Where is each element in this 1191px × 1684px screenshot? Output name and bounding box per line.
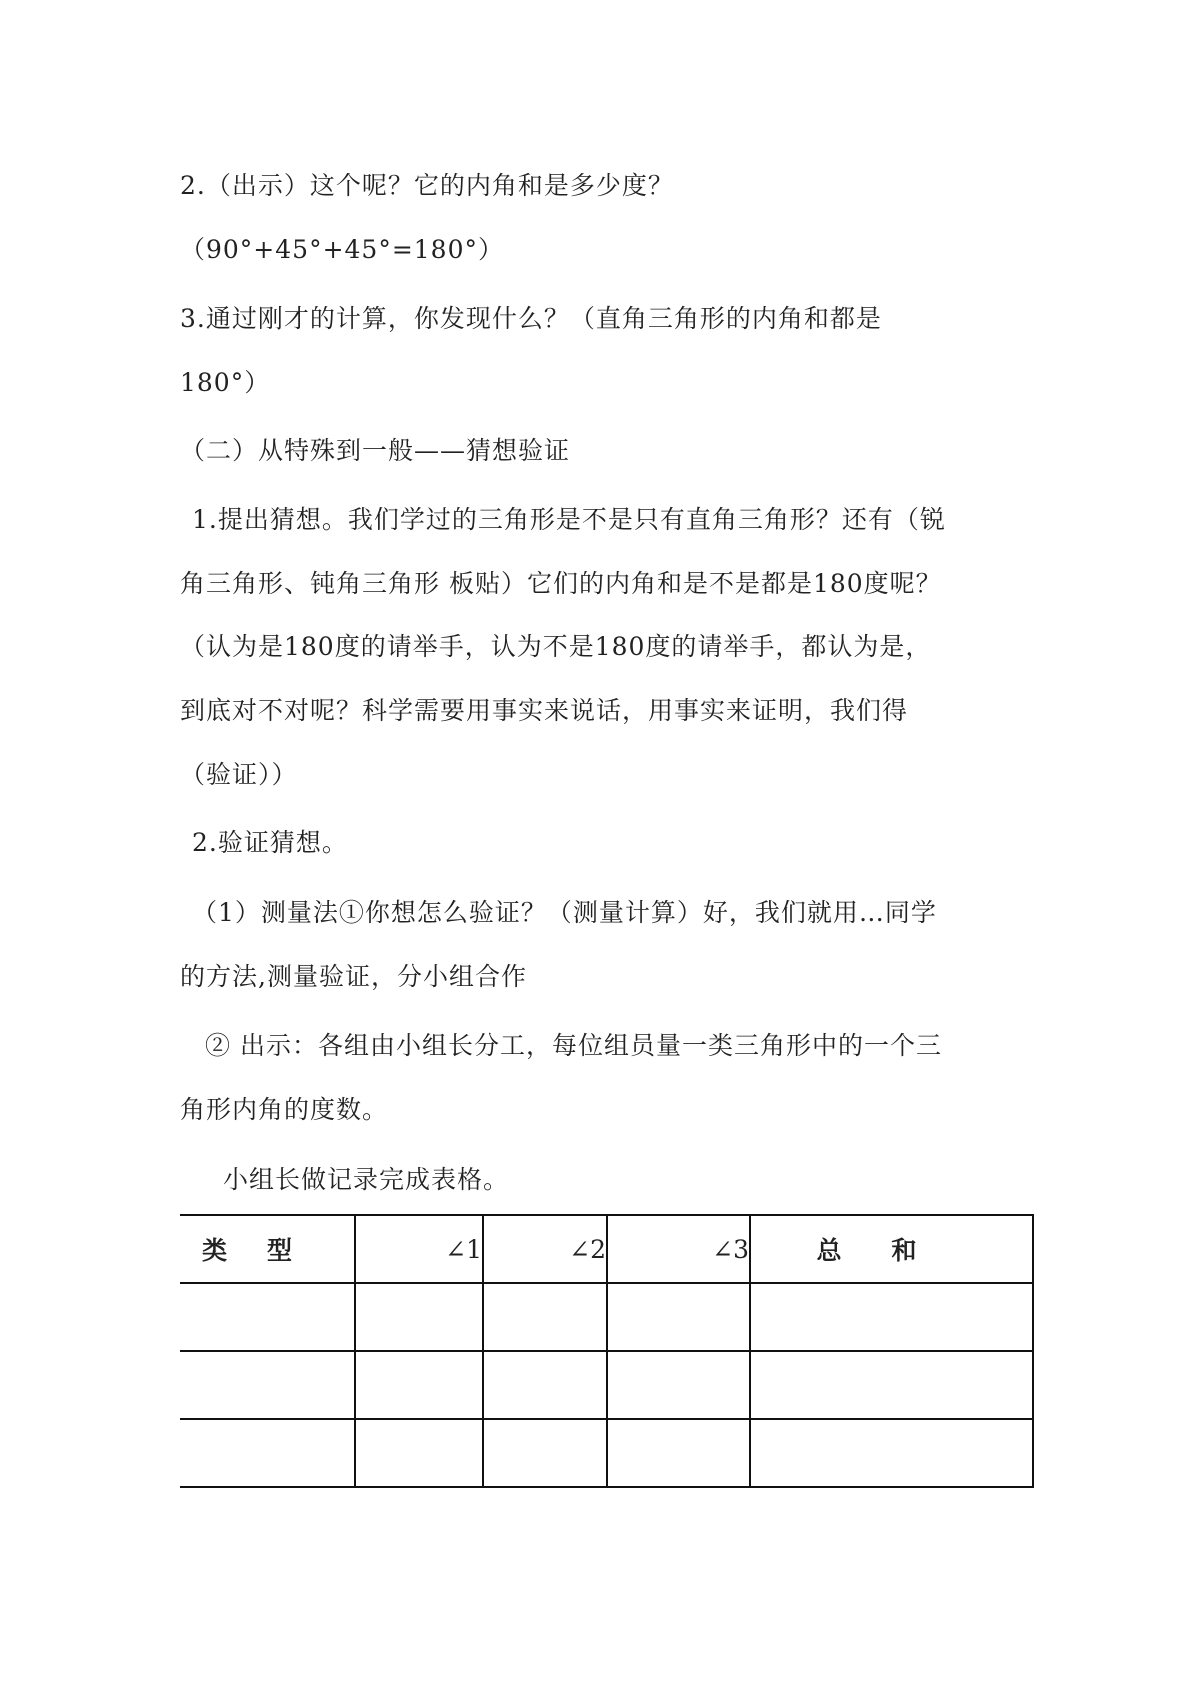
table-cell[interactable] [355, 1351, 483, 1419]
table-cell[interactable] [483, 1351, 607, 1419]
table-cell[interactable] [355, 1283, 483, 1351]
header-angle-2: ∠2 [483, 1215, 607, 1283]
text-line-14: ② 出示：各组由小组长分工，每位组员量一类三角形中的一个三 [205, 1031, 942, 1060]
header-angle-1: ∠1 [355, 1215, 483, 1283]
text-line-7: 角三角形、钝角三角形 板贴）它们的内角和是不是都是180度呢？ [180, 569, 942, 598]
section-heading: （二）从特殊到一般——猜想验证 [180, 436, 571, 465]
header-sum: 总和 [750, 1215, 1033, 1283]
table-cell[interactable] [607, 1283, 750, 1351]
text-line-8: （认为是180度的请举手，认为不是180度的请举手，都认为是， [180, 632, 932, 661]
table-cell[interactable] [180, 1283, 355, 1351]
table-cell[interactable] [483, 1283, 607, 1351]
record-table [180, 1214, 1034, 1488]
table-cell[interactable] [750, 1351, 1033, 1419]
table-row [180, 1351, 1033, 1419]
text-line-4: 180°） [180, 368, 271, 397]
table-header-row [180, 1215, 1033, 1283]
text-line-13: 的方法,测量验证，分小组合作 [180, 962, 527, 991]
text-line-12: （1）测量法①你想怎么验证？（测量计算）好，我们就用…同学 [192, 898, 937, 927]
table-row [180, 1283, 1033, 1351]
table-cell[interactable] [180, 1351, 355, 1419]
table-cell[interactable] [607, 1419, 750, 1487]
text-line-3: 3.通过刚才的计算，你发现什么？（直角三角形的内角和都是 [180, 304, 882, 333]
text-line-1: 2.（出示）这个呢？它的内角和是多少度？ [180, 171, 674, 200]
text-line-10: （验证）） [180, 760, 298, 789]
text-line-16: 小组长做记录完成表格。 [223, 1165, 510, 1194]
table-cell[interactable] [750, 1419, 1033, 1487]
table-cell[interactable] [180, 1419, 355, 1487]
header-angle-3: ∠3 [607, 1215, 750, 1283]
table-cell[interactable] [750, 1283, 1033, 1351]
table-row [180, 1419, 1033, 1487]
text-line-9: 到底对不对呢？科学需要用事实来说话，用事实来证明，我们得 [180, 696, 909, 725]
table-cell[interactable] [355, 1419, 483, 1487]
text-line-2: （90°+45°+45°=180°） [180, 235, 504, 264]
text-line-11: 2.验证猜想。 [192, 828, 348, 857]
table-cell[interactable] [483, 1419, 607, 1487]
text-line-6: 1.提出猜想。我们学过的三角形是不是只有直角三角形？还有（锐 [192, 505, 946, 534]
table-cell[interactable] [607, 1351, 750, 1419]
text-line-15: 角形内角的度数。 [180, 1095, 389, 1124]
header-type: 类型 [180, 1215, 355, 1283]
